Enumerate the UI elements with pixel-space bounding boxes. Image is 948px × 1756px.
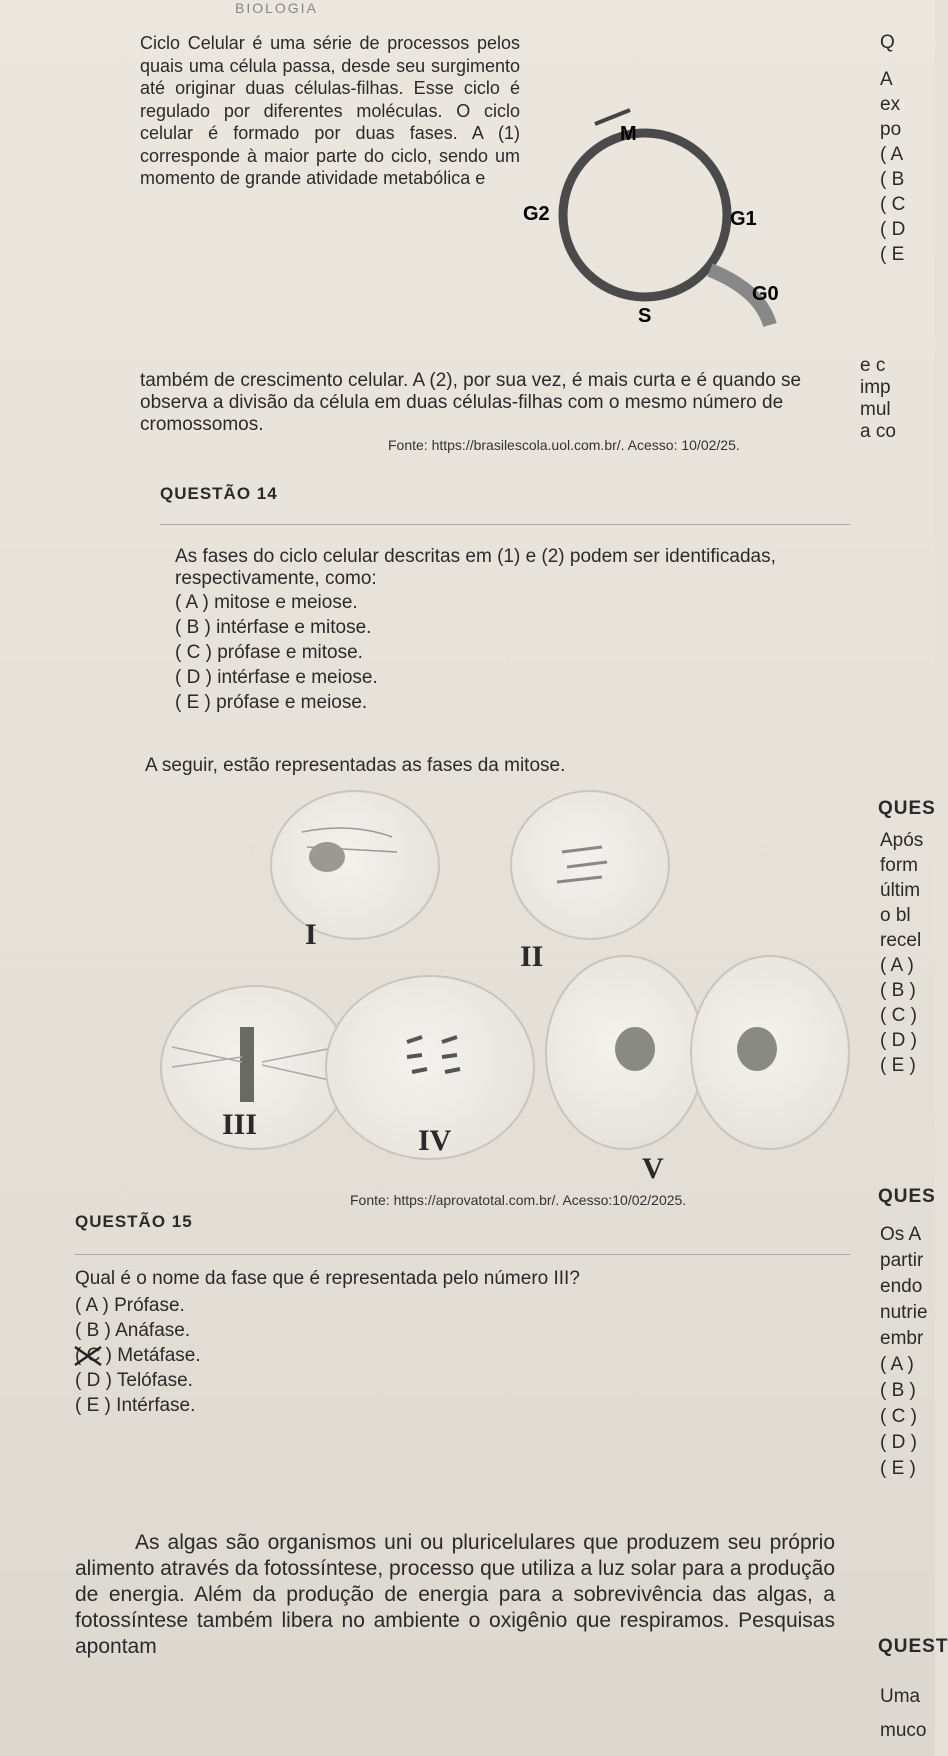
right-ques3-lines: Uma muco (880, 1686, 927, 1741)
cycle-label-m: M (620, 123, 637, 145)
mitosis-cell-v-right (690, 955, 850, 1150)
mitosis-cell-ii (510, 790, 670, 940)
q15-option-e[interactable]: ( E ) Intérfase. (75, 1395, 196, 1416)
q15-option-b[interactable]: ( B ) Anáfase. (75, 1320, 191, 1341)
nucleus-v-left (615, 1027, 655, 1071)
q14-option-b[interactable]: ( B ) intérfase e mitose. (175, 617, 372, 638)
q14-option-d[interactable]: ( D ) intérfase e meiose. (175, 667, 378, 688)
cycle-label-g1: G1 (730, 208, 757, 230)
q15-rule (75, 1254, 850, 1255)
metaphase-plate (240, 1027, 254, 1102)
mitosis-intro: A seguir, estão representadas as fases da mitose. (145, 755, 566, 776)
q15-option-c[interactable]: ( C ) Metáfase. (75, 1343, 201, 1368)
right-ques2-lines: Os A partir endo nutrie embr ( A ) ( B ) ( C ) ( D ) ( E ) (880, 1224, 928, 1479)
mitosis-cell-v-left (545, 955, 705, 1150)
mitosis-label-ii: II (520, 940, 544, 973)
right-ques3-title: QUEST (878, 1636, 948, 1657)
mitosis-label-iii: III (222, 1108, 258, 1141)
intro-continuation: também de crescimento celular. A (2), por sua vez, é mais curta e é quando se observa a divisão da célula em duas células-filhas com o mesmo número de cromossomos. (140, 370, 802, 435)
q14-rule (160, 524, 850, 525)
mitosis-label-iv: IV (418, 1124, 452, 1157)
q15-options (75, 1293, 201, 1418)
mitosis-source: Fonte: https://aprovatotal.com.br/. Acesso:10/02/2025. (350, 1192, 687, 1208)
cycle-svg (520, 90, 850, 380)
handwritten-x-mark (71, 1343, 111, 1369)
right-ques2-title: QUES (878, 1186, 936, 1207)
nucleus-v-right (737, 1027, 777, 1071)
right-column-top: Q A ex po ( A ( B ( C ( D ( E (880, 32, 906, 265)
right-ques1-lines: Após form últim o bl recel ( A ) ( B ) ( C ) ( D ) ( E ) (880, 830, 924, 1076)
cell-cycle-diagram (520, 90, 850, 380)
algae-paragraph: As algas são organismos uni ou pluricelulares que produzem seu próprio alimento através da fotossíntese, processo que utiliza a luz solar para a produção de energia. Além da produção de energia para a sobrevivência das algas, a fotossíntese também libera no ambiente o oxigênio que respiramos. Pesquisas apontam (75, 1531, 835, 1658)
q14-text: As fases do ciclo celular descritas em (1) e (2) podem ser identificadas, respectivamente, como: (175, 546, 776, 589)
intro-source: Fonte: https://brasilescola.uol.com.br/. Acesso: 10/02/25. (388, 437, 740, 453)
cycle-label-g2: G2 (523, 203, 550, 225)
mitosis-label-v: V (642, 1152, 664, 1185)
intro-paragraph: Ciclo Celular é uma série de processos pelos quais uma célula passa, desde seu surgimento até originar duas células-filhas. Esse ciclo é regulado por diferentes moléculas. O ciclo celular é formado por duas fases. A (1) corresponde à maior parte do ciclo, sendo um momento de grande atividade metabólica e (140, 33, 520, 188)
mitosis-label-i: I (305, 918, 317, 951)
q14-option-c[interactable]: ( C ) prófase e mitose. (175, 642, 363, 663)
cycle-label-g0: G0 (752, 283, 779, 305)
m-arrow (595, 110, 630, 124)
q15-title: QUESTÃO 15 (75, 1212, 193, 1231)
q14-title: QUESTÃO 14 (160, 484, 278, 503)
q14-option-a[interactable]: ( A ) mitose e meiose. (175, 592, 358, 613)
q15-option-a[interactable]: ( A ) Prófase. (75, 1295, 185, 1316)
mitosis-cell-i (270, 790, 440, 940)
cycle-ring (563, 133, 727, 297)
nucleus-i (309, 842, 345, 872)
right-column-top2: e c imp mul a co (860, 355, 896, 442)
q14-option-e[interactable]: ( E ) prófase e meiose. (175, 692, 368, 713)
cycle-label-s: S (638, 305, 652, 327)
right-ques1-title: QUES (878, 798, 936, 819)
q15-option-d[interactable]: ( D ) Telófase. (75, 1370, 193, 1391)
q14-options (175, 590, 378, 715)
subject-header: BIOLOGIA (235, 0, 318, 16)
q15-text: Qual é o nome da fase que é representada pelo número III? (75, 1268, 580, 1289)
chromosomes-ii (557, 847, 607, 882)
chromosomes-iv (407, 1037, 460, 1072)
